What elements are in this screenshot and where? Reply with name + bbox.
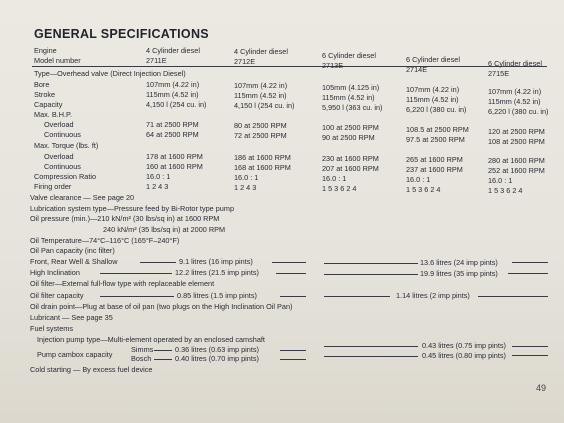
col4-capacity: 6,220 l (380 cu. in) [406, 105, 467, 114]
label-front-rear-well: Front, Rear Well & Shallow [30, 257, 118, 266]
col1-bhp-overload: 71 at 2500 RPM [146, 120, 199, 129]
col1-bore: 107mm (4.22 in) [146, 80, 200, 89]
col5-bhp-continuous: 108 at 2500 RPM [488, 137, 545, 146]
note-fuel-systems: Fuel systems [30, 324, 73, 333]
col4-bore: 107mm (4.22 in) [406, 85, 460, 94]
front-rear-6cyl: 13.6 litres (24 imp pints) [420, 258, 498, 267]
cambox-simms-4cyl: 0.36 litres (0.63 imp pints) [175, 345, 259, 354]
leader-line [276, 273, 306, 274]
note-oil-pan-capacity: Oil Pan capacity (inc filter) [30, 246, 115, 255]
col2-bhp-overload: 80 at 2500 RPM [234, 121, 287, 130]
col2-model: 2712E [234, 57, 256, 66]
col5-bhp-overload: 120 at 2500 RPM [488, 127, 545, 136]
col3-model: 2713E [322, 61, 344, 70]
note-lubricant: Lubricant — See page 35 [30, 313, 113, 322]
note-injection-pump: Injection pump type—Multi-element operated by an enclosed camshaft [37, 335, 265, 344]
oil-filter-6cyl: 1.14 litres (2 imp pints) [396, 291, 470, 300]
leader-line [324, 356, 418, 357]
note-oil-pressure-1: Oil pressure (min.)—210 kN/m² (30 lbs/sq in) at 1600 RPM [30, 214, 220, 223]
label-max-torque: Max. Torque (lbs. ft) [34, 141, 99, 150]
col3-compression: 16.0 : 1 [322, 174, 347, 183]
leader-line [280, 350, 306, 351]
col3-stroke: 115mm (4.52 in) [322, 93, 375, 102]
col5-model: 2715E [488, 69, 510, 78]
col5-stroke: 115mm (4.52 in) [488, 97, 541, 106]
col5-bore: 107mm (4.22 in) [488, 87, 542, 96]
col1-compression: 16.0 : 1 [146, 172, 171, 181]
label-bhp-overload: Overload [44, 120, 74, 129]
col4-firing: 1 5 3 6 2 4 [406, 185, 441, 194]
label-type: Type—Overhead valve (Direct Injection Diesel) [34, 69, 186, 78]
leader-line [324, 296, 390, 297]
label-oil-filter-capacity: Oil filter capacity [30, 291, 84, 300]
note-lubrication: Lubrication system type—Pressure feed by Bi-Rotor type pump [30, 204, 234, 213]
leader-line [512, 346, 548, 347]
col2-bhp-continuous: 72 at 2500 RPM [234, 131, 287, 140]
col1-torque-overload: 178 at 1600 RPM [146, 152, 203, 161]
col1-stroke: 115mm (4.52 in) [146, 90, 199, 99]
leader-line [508, 273, 548, 274]
leader-line [324, 263, 418, 264]
col4-model: 2714E [406, 65, 428, 74]
col3-firing: 1 5 3 6 2 4 [322, 184, 357, 193]
high-incl-4cyl: 12.2 litres (21.5 imp pints) [175, 268, 259, 277]
label-compression-ratio: Compression Ratio [34, 172, 97, 181]
col3-bore: 105mm (4.125 in) [322, 83, 380, 92]
label-torque-overload: Overload [44, 152, 74, 161]
leader-line [272, 262, 306, 263]
col3-torque-continuous: 207 at 1600 RPM [322, 164, 379, 173]
col1-firing: 1 2 4 3 [146, 182, 169, 191]
leader-line [154, 359, 172, 360]
col2-compression: 16.0 : 1 [234, 173, 259, 182]
label-simms: Simms [131, 345, 154, 354]
col4-bhp-overload: 108.5 at 2500 RPM [406, 125, 469, 134]
col5-firing: 1 5 3 6 2 4 [488, 186, 523, 195]
col5-torque-continuous: 252 at 1600 RPM [488, 166, 545, 175]
col2-firing: 1 2 4 3 [234, 183, 257, 192]
note-cold-starting: Cold starting — By excess fuel device [30, 365, 153, 374]
col4-torque-overload: 265 at 1600 RPM [406, 155, 463, 164]
label-bhp-continuous: Continuous [44, 130, 81, 139]
label-max-bhp: Max. B.H.P. [34, 110, 72, 119]
cambox-bosch-6cyl: 0.45 litres (0.80 imp pints) [422, 351, 506, 360]
label-torque-continuous: Continuous [44, 162, 81, 171]
note-oil-pressure-2: 240 kN/m² (35 lbs/sq in) at 2000 RPM [103, 225, 226, 234]
col4-engine: 6 Cylinder diesel [406, 55, 460, 64]
col5-torque-overload: 280 at 1600 RPM [488, 156, 545, 165]
leader-line [140, 262, 176, 263]
col5-engine: 6 Cylinder diesel [488, 59, 542, 68]
col1-model: 2711E [146, 56, 167, 65]
leader-line [280, 296, 306, 297]
col1-capacity: 4,150 l (254 cu. in) [146, 100, 207, 109]
col4-stroke: 115mm (4.52 in) [406, 95, 459, 104]
leader-line [512, 355, 548, 356]
leader-line [154, 350, 172, 351]
col3-bhp-overload: 100 at 2500 RPM [322, 123, 379, 132]
col2-capacity: 4,150 l (254 cu. in) [234, 101, 295, 110]
page-title: GENERAL SPECIFICATIONS [34, 27, 209, 41]
col3-torque-overload: 230 at 1600 RPM [322, 154, 379, 163]
col1-torque-continuous: 160 at 1600 RPM [146, 162, 203, 171]
col2-engine: 4 Cylinder diesel [234, 47, 288, 56]
col2-stroke: 115mm (4.52 in) [234, 91, 287, 100]
label-high-inclination: High Inclination [30, 268, 80, 277]
leader-line [280, 359, 306, 360]
col2-torque-overload: 186 at 1600 RPM [234, 153, 291, 162]
page-number: 49 [535, 383, 546, 393]
leader-line [100, 273, 172, 274]
col5-capacity: 6,220 l (380 cu. in) [488, 107, 549, 116]
label-bore: Bore [34, 80, 50, 89]
label-bosch: Bosch [131, 354, 152, 363]
leader-line [324, 346, 418, 347]
col5-compression: 16.0 : 1 [488, 176, 513, 185]
cambox-bosch-4cyl: 0.40 litres (0.70 imp pints) [175, 354, 259, 363]
note-oil-temperature: Oil Temperature—74°C–116°C (165°F–240°F) [30, 236, 180, 245]
leader-line [478, 296, 548, 297]
label-stroke: Stroke [34, 90, 56, 99]
col3-capacity: 5,950 l (363 cu. in) [322, 103, 383, 112]
cambox-simms-6cyl: 0.43 litres (0.75 imp pints) [422, 341, 506, 350]
note-valve-clearance: Valve clearance — See page 20 [30, 193, 135, 202]
col2-torque-continuous: 168 at 1600 RPM [234, 163, 291, 172]
front-rear-4cyl: 9.1 litres (16 imp pints) [179, 257, 253, 266]
header-rule [32, 66, 547, 67]
leader-line [512, 262, 548, 263]
col2-bore: 107mm (4.22 in) [234, 81, 288, 90]
label-capacity: Capacity [34, 100, 63, 109]
label-model-number: Model number [34, 56, 81, 65]
col1-engine: 4 Cylinder diesel [146, 46, 200, 55]
col4-compression: 16.0 : 1 [406, 175, 431, 184]
label-engine: Engine [34, 46, 57, 55]
leader-line [324, 274, 418, 275]
col4-bhp-continuous: 97.5 at 2500 RPM [406, 135, 465, 144]
col1-bhp-continuous: 64 at 2500 RPM [146, 130, 199, 139]
col4-torque-continuous: 237 at 1600 RPM [406, 165, 463, 174]
note-oil-drain: Oil drain point—Plug at base of oil pan (two plugs on the High Inclination Oil Pan) [30, 302, 293, 311]
leader-line [100, 296, 174, 297]
col3-engine: 6 Cylinder diesel [322, 51, 376, 60]
oil-filter-4cyl: 0.85 litres (1.5 imp pints) [177, 291, 257, 300]
high-incl-6cyl: 19.9 litres (35 imp pints) [420, 269, 498, 278]
label-firing-order: Firing order [34, 182, 72, 191]
col3-bhp-continuous: 90 at 2500 RPM [322, 133, 375, 142]
note-oil-filter: Oil filter—External full-flow type with replaceable element [30, 279, 215, 288]
label-pump-cambox-capacity: Pump cambox capacity [37, 350, 113, 359]
